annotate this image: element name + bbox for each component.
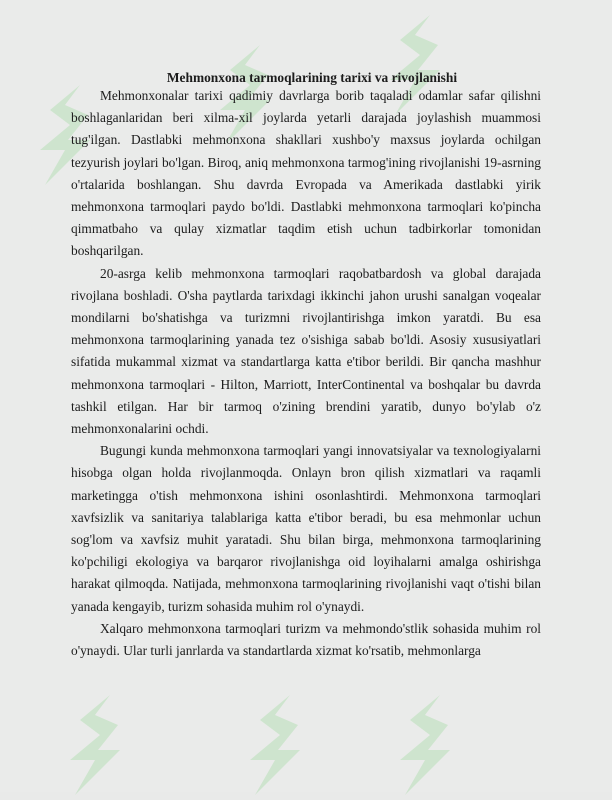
paragraph-4: Xalqaro mehmonxona tarmoqlari turizm va mehmondo'stlik sohasida muhim rol o'ynaydi. Ular turli janrlarda va standartlarda xizmat ko'rsatib, mehmonlarga: [71, 620, 541, 659]
logo-watermark-icon: [240, 690, 310, 800]
logo-watermark-icon: [60, 690, 130, 800]
document-title: Mehmonxona tarmoqlarining tarixi va rivojlanishi: [166, 70, 458, 85]
logo-watermark-icon: [390, 690, 460, 800]
paragraph-1: Mehmonxonalar tarixi qadimiy davrlarga borib taqaladi odamlar safar qilishni boshlaganlaridan beri xilma-xil joylarda yetarli darajada joylashish muammosi tug'ilgan. Dastlabki mehmonxona shakllari xushbo'y maxsus joylarda ochilgan tezyurish joylari bo'lgan. Biroq, aniq mehmonxona tarmog'ining rivojlanishi 19-asrning o'rtalarida boshlangan. Shu davrda Evropada va Amerikada dastlabki yirik mehmonxona tarmoqlari paydo bo'ldi. Dastlabki mehmonxona tarmoqlari ko'pincha qimmatbaho va qulay xizmatlar taqdim etish uchun tadbirkorlar tomonidan boshqarilgan.: [71, 88, 541, 259]
document-body: [71, 70, 541, 662]
paragraph-2: 20-asrga kelib mehmonxona tarmoqlari raqobatbardosh va global darajada rivojlana boshladi. O'sha paytlarda tarixdagi ikkinchi jahon urushi sanalgan voqealar mondilarni bo'shatishga va turizmni rivojlantirishga imkon yaratdi. Bu esa mehmonxona tarmoqlarining yanada tez o'sishiga sabab bo'ldi. Asosiy xususiyatlari sifatida mukammal xizmat va standartlarga katta e'tibor berildi. Bir qancha mashhur mehmonxona tarmoqlari - Hilton, Marriott, InterContinental va boshqalar bu davrda tashkil etilgan. Har bir tarmoq o'zining brendini yaratib, dunyo bo'ylab o'z mehmonxonalarini ochdi.: [71, 265, 541, 437]
paragraph-3: Bugungi kunda mehmonxona tarmoqlari yangi innovatsiyalar va texnologiyalarni hisobga olgan holda rivojlanmoqda. Onlayn bron qilish xizmatlari va raqamli marketingga o'tish mehmonxona ishini osonlashtirdi. Mehmonxona tarmoqlari xavfsizlik va sanitariya talablariga katta e'tibor beradi, bu esa mehmonlar uchun sog'lom va xavfsiz muhit yaratadi. Shu bilan birga, mehmonxona tarmoqlarining ko'pchiligi ekologiya va barqaror rivojlanishga oid loyihalarni amalga oshirishga harakat qilmoqda. Natijada, mehmonxona tarmoqlarining rivojlanishi vaqt o'tishi bilan yanada kengayib, turizm sohasida muhim rol o'ynaydi.: [71, 443, 541, 614]
